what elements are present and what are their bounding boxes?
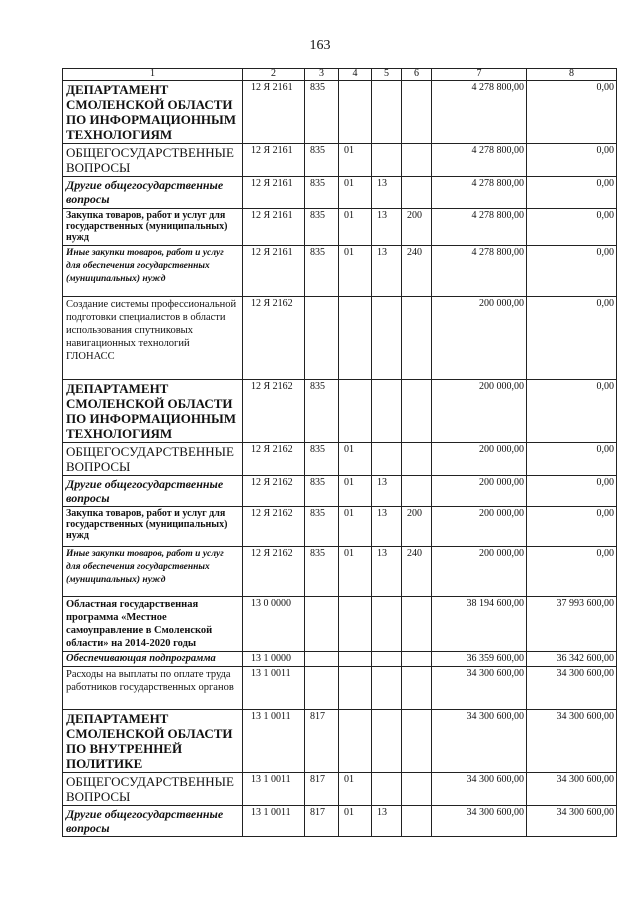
section-code bbox=[339, 597, 372, 652]
expense-type-code bbox=[402, 806, 432, 837]
budget-table bbox=[62, 68, 617, 837]
expense-type-code bbox=[402, 443, 432, 476]
subsection-code bbox=[372, 652, 402, 667]
amount-year-2: 0,00 bbox=[527, 81, 617, 144]
table-row bbox=[63, 710, 617, 773]
table-row bbox=[63, 81, 617, 144]
department-code: 835 bbox=[305, 81, 339, 144]
kbk-code: 12 Я 2161 bbox=[243, 246, 305, 297]
amount-year-1: 4 278 800,00 bbox=[432, 177, 527, 209]
row-name: ОБЩЕГОСУДАРСТВЕННЫЕ ВОПРОСЫ bbox=[63, 773, 243, 806]
expense-type-code bbox=[402, 297, 432, 380]
row-name: Закупка товаров, работ и услуг для государственных (муниципальных) нужд bbox=[63, 507, 243, 547]
amount-year-1: 4 278 800,00 bbox=[432, 81, 527, 144]
table-row bbox=[63, 144, 617, 177]
subsection-code bbox=[372, 297, 402, 380]
row-name: Закупка товаров, работ и услуг для государственных (муниципальных) нужд bbox=[63, 209, 243, 246]
amount-year-1: 4 278 800,00 bbox=[432, 246, 527, 297]
amount-year-1: 34 300 600,00 bbox=[432, 710, 527, 773]
kbk-code: 12 Я 2161 bbox=[243, 209, 305, 246]
amount-year-1: 34 300 600,00 bbox=[432, 806, 527, 837]
amount-year-2: 0,00 bbox=[527, 177, 617, 209]
kbk-code: 12 Я 2162 bbox=[243, 547, 305, 597]
table-row bbox=[63, 177, 617, 209]
amount-year-1: 200 000,00 bbox=[432, 443, 527, 476]
subsection-code: 13 bbox=[372, 177, 402, 209]
amount-year-2: 0,00 bbox=[527, 547, 617, 597]
section-code: 01 bbox=[339, 144, 372, 177]
department-code: 835 bbox=[305, 507, 339, 547]
kbk-code: 12 Я 2161 bbox=[243, 81, 305, 144]
expense-type-code bbox=[402, 597, 432, 652]
amount-year-1: 200 000,00 bbox=[432, 380, 527, 443]
table-row bbox=[63, 209, 617, 246]
amount-year-1: 34 300 600,00 bbox=[432, 667, 527, 710]
department-code: 835 bbox=[305, 246, 339, 297]
table-row bbox=[63, 667, 617, 710]
table-row bbox=[63, 297, 617, 380]
expense-type-code bbox=[402, 773, 432, 806]
amount-year-2: 0,00 bbox=[527, 380, 617, 443]
kbk-code: 12 Я 2162 bbox=[243, 297, 305, 380]
table-row bbox=[63, 806, 617, 837]
amount-year-1: 38 194 600,00 bbox=[432, 597, 527, 652]
kbk-code: 12 Я 2162 bbox=[243, 380, 305, 443]
row-name: Другие общегосударственные вопросы bbox=[63, 476, 243, 507]
section-code: 01 bbox=[339, 547, 372, 597]
department-code bbox=[305, 297, 339, 380]
subsection-code bbox=[372, 667, 402, 710]
expense-type-code bbox=[402, 710, 432, 773]
department-code: 817 bbox=[305, 710, 339, 773]
expense-type-code bbox=[402, 177, 432, 209]
subsection-code bbox=[372, 81, 402, 144]
row-name: Иные закупки товаров, работ и услуг для обеспечения государственных (муниципальных) нужд bbox=[63, 547, 243, 597]
row-name: Областная государственная программа «Местное самоуправление в Смоленской области» на 2014-2020 годы bbox=[63, 597, 243, 652]
amount-year-2: 34 300 600,00 bbox=[527, 773, 617, 806]
amount-year-1: 4 278 800,00 bbox=[432, 209, 527, 246]
col-header-1: 1 bbox=[63, 69, 243, 81]
department-code: 835 bbox=[305, 209, 339, 246]
amount-year-1: 36 359 600,00 bbox=[432, 652, 527, 667]
row-name: ДЕПАРТАМЕНТ СМОЛЕНСКОЙ ОБЛАСТИ ПО ИНФОРМАЦИОННЫМ ТЕХНОЛОГИЯМ bbox=[63, 81, 243, 144]
expense-type-code: 240 bbox=[402, 547, 432, 597]
amount-year-1: 200 000,00 bbox=[432, 297, 527, 380]
kbk-code: 13 1 0011 bbox=[243, 773, 305, 806]
expense-type-code bbox=[402, 476, 432, 507]
section-code bbox=[339, 710, 372, 773]
section-code bbox=[339, 667, 372, 710]
col-header-5: 5 bbox=[372, 69, 402, 81]
expense-type-code bbox=[402, 652, 432, 667]
amount-year-2: 0,00 bbox=[527, 443, 617, 476]
department-code: 835 bbox=[305, 177, 339, 209]
subsection-code bbox=[372, 443, 402, 476]
section-code: 01 bbox=[339, 507, 372, 547]
subsection-code bbox=[372, 710, 402, 773]
row-name: ДЕПАРТАМЕНТ СМОЛЕНСКОЙ ОБЛАСТИ ПО ИНФОРМАЦИОННЫМ ТЕХНОЛОГИЯМ bbox=[63, 380, 243, 443]
amount-year-1: 4 278 800,00 bbox=[432, 144, 527, 177]
subsection-code bbox=[372, 380, 402, 443]
section-code: 01 bbox=[339, 209, 372, 246]
section-code: 01 bbox=[339, 806, 372, 837]
amount-year-2: 0,00 bbox=[527, 209, 617, 246]
col-header-7: 7 bbox=[432, 69, 527, 81]
subsection-code bbox=[372, 144, 402, 177]
row-name: ОБЩЕГОСУДАРСТВЕННЫЕ ВОПРОСЫ bbox=[63, 443, 243, 476]
amount-year-2: 34 300 600,00 bbox=[527, 710, 617, 773]
amount-year-1: 200 000,00 bbox=[432, 547, 527, 597]
col-header-2: 2 bbox=[243, 69, 305, 81]
department-code: 835 bbox=[305, 380, 339, 443]
subsection-code: 13 bbox=[372, 476, 402, 507]
department-code bbox=[305, 597, 339, 652]
amount-year-2: 34 300 600,00 bbox=[527, 806, 617, 837]
table-row bbox=[63, 652, 617, 667]
amount-year-2: 0,00 bbox=[527, 476, 617, 507]
department-code: 835 bbox=[305, 144, 339, 177]
table-row bbox=[63, 380, 617, 443]
kbk-code: 13 0 0000 bbox=[243, 597, 305, 652]
amount-year-1: 200 000,00 bbox=[432, 476, 527, 507]
amount-year-2: 0,00 bbox=[527, 246, 617, 297]
amount-year-2: 0,00 bbox=[527, 144, 617, 177]
section-code bbox=[339, 652, 372, 667]
kbk-code: 12 Я 2162 bbox=[243, 507, 305, 547]
row-name: Другие общегосударственные вопросы bbox=[63, 806, 243, 837]
department-code bbox=[305, 652, 339, 667]
amount-year-2: 37 993 600,00 bbox=[527, 597, 617, 652]
col-header-6: 6 bbox=[402, 69, 432, 81]
section-code bbox=[339, 380, 372, 443]
table-row bbox=[63, 597, 617, 652]
subsection-code: 13 bbox=[372, 246, 402, 297]
kbk-code: 13 1 0000 bbox=[243, 652, 305, 667]
department-code bbox=[305, 667, 339, 710]
kbk-code: 13 1 0011 bbox=[243, 667, 305, 710]
column-number-row bbox=[63, 69, 617, 81]
subsection-code: 13 bbox=[372, 209, 402, 246]
section-code: 01 bbox=[339, 476, 372, 507]
expense-type-code bbox=[402, 380, 432, 443]
subsection-code: 13 bbox=[372, 507, 402, 547]
subsection-code: 13 bbox=[372, 806, 402, 837]
department-code: 835 bbox=[305, 476, 339, 507]
table-row bbox=[63, 476, 617, 507]
department-code: 835 bbox=[305, 443, 339, 476]
row-name: Создание системы профессиональной подготовки специалистов в области использования спутниковых навигационных технологий ГЛОНАСС bbox=[63, 297, 243, 380]
kbk-code: 13 1 0011 bbox=[243, 710, 305, 773]
kbk-code: 12 Я 2161 bbox=[243, 144, 305, 177]
table-row bbox=[63, 246, 617, 297]
table-row bbox=[63, 773, 617, 806]
page-number: 163 bbox=[309, 38, 331, 53]
row-name: ДЕПАРТАМЕНТ СМОЛЕНСКОЙ ОБЛАСТИ ПО ВНУТРЕННЕЙ ПОЛИТИКЕ bbox=[63, 710, 243, 773]
amount-year-2: 0,00 bbox=[527, 507, 617, 547]
subsection-code bbox=[372, 597, 402, 652]
row-name: ОБЩЕГОСУДАРСТВЕННЫЕ ВОПРОСЫ bbox=[63, 144, 243, 177]
expense-type-code bbox=[402, 144, 432, 177]
col-header-8: 8 bbox=[527, 69, 617, 81]
section-code: 01 bbox=[339, 773, 372, 806]
subsection-code bbox=[372, 773, 402, 806]
department-code: 835 bbox=[305, 547, 339, 597]
kbk-code: 12 Я 2161 bbox=[243, 177, 305, 209]
amount-year-2: 34 300 600,00 bbox=[527, 667, 617, 710]
section-code bbox=[339, 297, 372, 380]
section-code: 01 bbox=[339, 246, 372, 297]
row-name: Расходы на выплаты по оплате труда работников государственных органов bbox=[63, 667, 243, 710]
table-row bbox=[63, 507, 617, 547]
table-row bbox=[63, 443, 617, 476]
expense-type-code: 200 bbox=[402, 209, 432, 246]
expense-type-code bbox=[402, 81, 432, 144]
expense-type-code: 240 bbox=[402, 246, 432, 297]
expense-type-code bbox=[402, 667, 432, 710]
kbk-code: 13 1 0011 bbox=[243, 806, 305, 837]
row-name: Другие общегосударственные вопросы bbox=[63, 177, 243, 209]
department-code: 817 bbox=[305, 773, 339, 806]
kbk-code: 12 Я 2162 bbox=[243, 443, 305, 476]
col-header-3: 3 bbox=[305, 69, 339, 81]
amount-year-1: 200 000,00 bbox=[432, 507, 527, 547]
amount-year-1: 34 300 600,00 bbox=[432, 773, 527, 806]
section-code bbox=[339, 81, 372, 144]
row-name: Обеспечивающая подпрограмма bbox=[63, 652, 243, 667]
amount-year-2: 36 342 600,00 bbox=[527, 652, 617, 667]
section-code: 01 bbox=[339, 443, 372, 476]
col-header-4: 4 bbox=[339, 69, 372, 81]
department-code: 817 bbox=[305, 806, 339, 837]
table-row bbox=[63, 547, 617, 597]
amount-year-2: 0,00 bbox=[527, 297, 617, 380]
section-code: 01 bbox=[339, 177, 372, 209]
table-body bbox=[63, 81, 617, 837]
expense-type-code: 200 bbox=[402, 507, 432, 547]
row-name: Иные закупки товаров, работ и услуг для обеспечения государственных (муниципальных) нужд bbox=[63, 246, 243, 297]
subsection-code: 13 bbox=[372, 547, 402, 597]
kbk-code: 12 Я 2162 bbox=[243, 476, 305, 507]
